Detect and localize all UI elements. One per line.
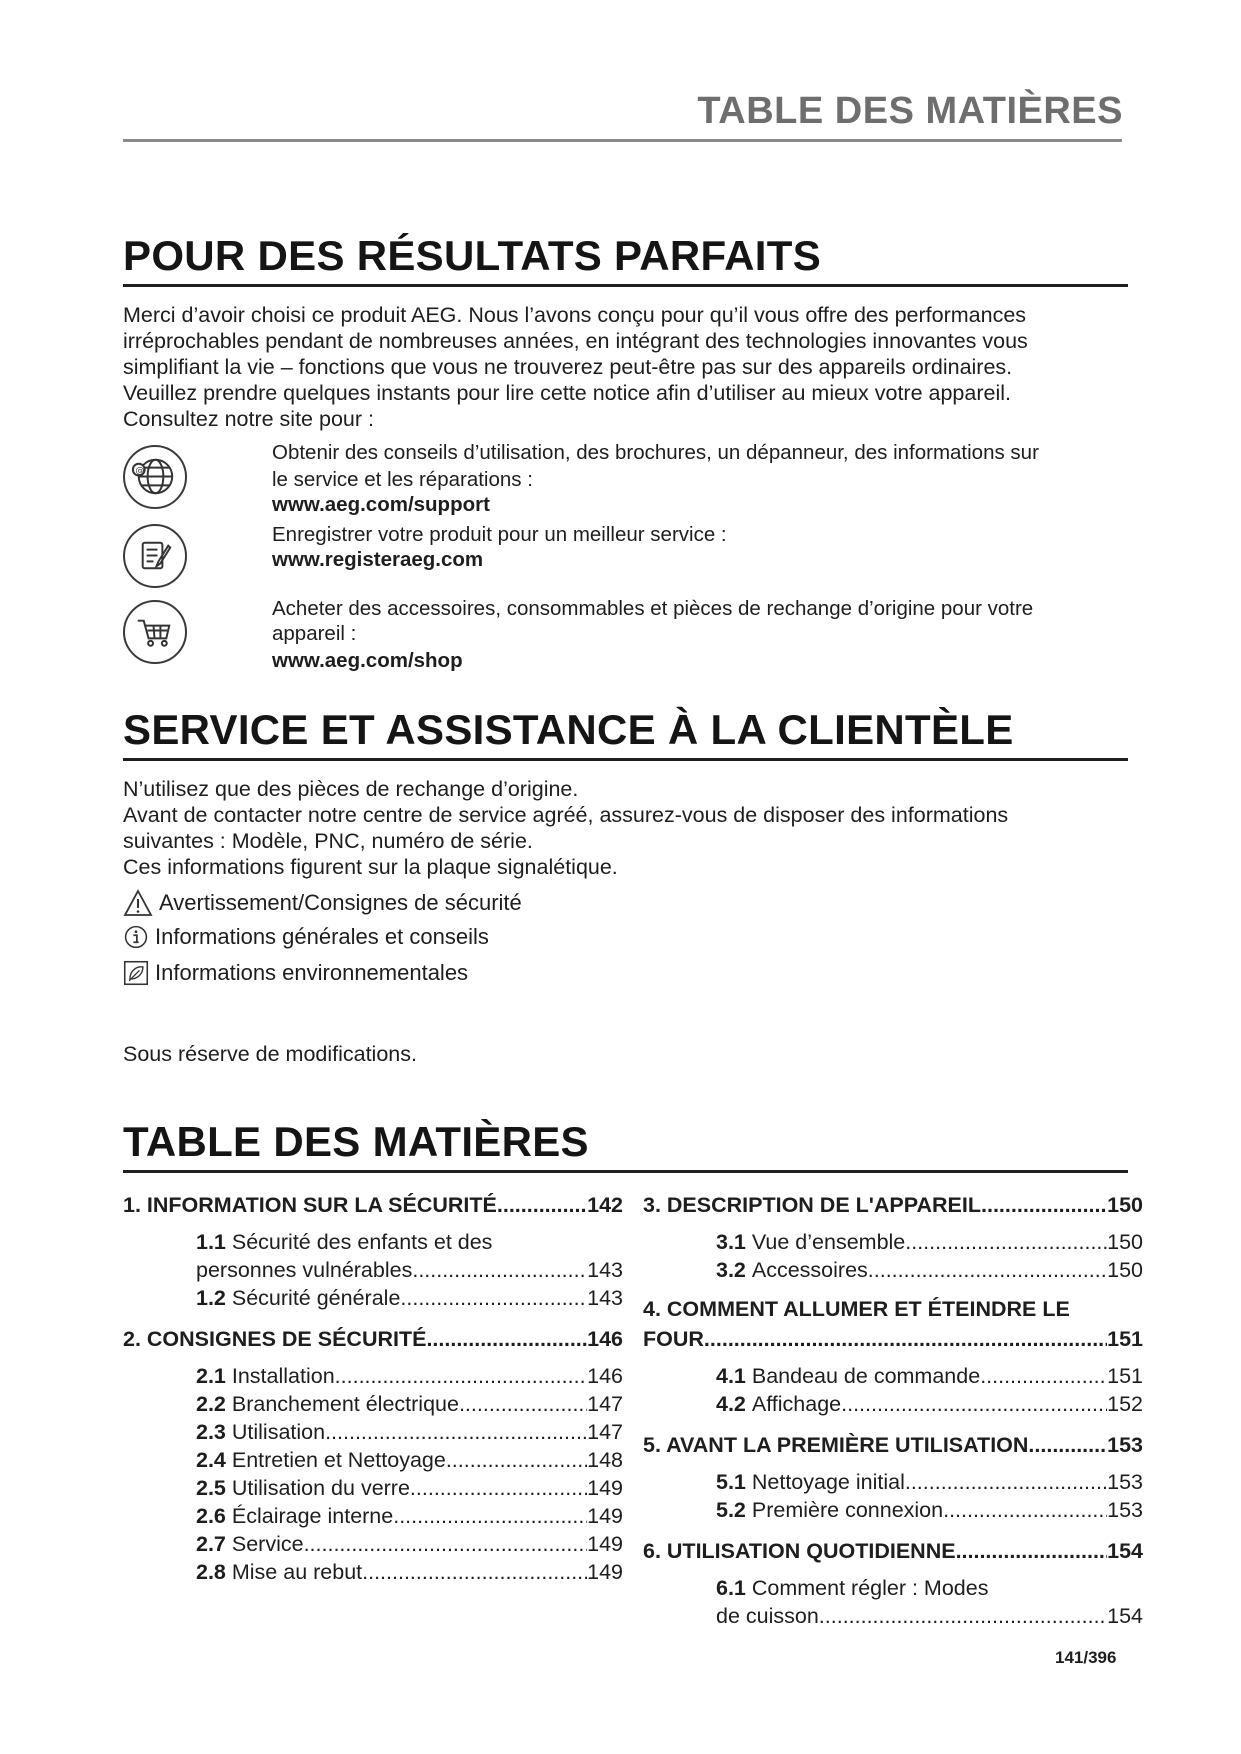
toc-entry-1-2[interactable] xyxy=(123,1284,623,1312)
legend-info xyxy=(123,924,489,950)
toc-chapter-title: 3. DESCRIPTION DE L'APPAREIL xyxy=(643,1193,982,1217)
toc-chapter-1[interactable] xyxy=(123,1190,623,1220)
intro-line: simplifiant la vie – fonctions que vous ne trouverez peut-être pas sur des appareils ordinaires. xyxy=(123,355,1013,379)
toc-entry-2-2[interactable] xyxy=(123,1390,623,1418)
toc-entry-title: de cuisson xyxy=(716,1604,819,1628)
toc-page: 147 xyxy=(587,1392,623,1416)
legend-label: Informations générales et conseils xyxy=(155,924,489,949)
globe-icon xyxy=(123,445,187,509)
toc-entry-title: Mise au rebut xyxy=(231,1560,363,1584)
toc-entry-number: 2.1 xyxy=(196,1364,226,1388)
running-header: TABLE DES MATIÈRES xyxy=(697,90,1123,132)
toc-chapter-6[interactable] xyxy=(643,1536,1143,1566)
toc-entry-4-2[interactable] xyxy=(643,1390,1143,1418)
toc-chapter-2[interactable] xyxy=(123,1324,623,1354)
toc-entry-number: 2.8 xyxy=(196,1560,226,1584)
toc-page: 143 xyxy=(587,1258,623,1282)
toc-entry-1-1[interactable] xyxy=(123,1228,623,1284)
toc-chapter-5[interactable] xyxy=(643,1430,1143,1460)
toc-entry-3-1[interactable] xyxy=(643,1228,1143,1256)
legend-environment xyxy=(123,960,468,986)
toc-page: 149 xyxy=(587,1532,623,1556)
toc-entry-number: 2.5 xyxy=(196,1476,226,1500)
toc-chapter-title: 5. AVANT LA PREMIÈRE UTILISATION xyxy=(643,1433,1029,1457)
service-paragraph xyxy=(123,776,1133,880)
toc-entry-number: 3.1 xyxy=(716,1230,746,1254)
intro-line: irréprochables pendant de nombreuses années, en intégrant des technologies innovantes vous xyxy=(123,329,1028,353)
toc-page: 150 xyxy=(1107,1193,1143,1217)
environment-icon xyxy=(123,960,149,986)
toc-page: 149 xyxy=(587,1476,623,1500)
toc-entry-2-4[interactable] xyxy=(123,1446,623,1474)
toc-right-column xyxy=(643,1190,1143,1630)
toc-page: 153 xyxy=(1107,1470,1143,1494)
toc-chapter-3[interactable] xyxy=(643,1190,1143,1220)
legend-warning xyxy=(123,888,522,918)
toc-entry-title: Service xyxy=(231,1532,304,1556)
toc-entry-6-1[interactable] xyxy=(643,1574,1143,1630)
toc-entry-2-1[interactable] xyxy=(123,1362,623,1390)
toc-page: 151 xyxy=(1107,1327,1143,1351)
section-divider xyxy=(123,1170,1128,1173)
toc-page: 147 xyxy=(587,1420,623,1444)
shop-link[interactable]: www.aeg.com/shop xyxy=(272,649,463,672)
toc-chapter-title: 2. CONSIGNES DE SÉCURITÉ xyxy=(123,1327,427,1351)
toc-entry-number: 4.1 xyxy=(716,1364,746,1388)
toc-page: 149 xyxy=(587,1560,623,1584)
toc-entry-2-6[interactable] xyxy=(123,1502,623,1530)
toc-entry-number: 2.2 xyxy=(196,1392,226,1416)
toc-page: 149 xyxy=(587,1504,623,1528)
toc-entry-5-1[interactable] xyxy=(643,1468,1143,1496)
toc-entry-title: Branchement électrique xyxy=(231,1392,459,1416)
toc-page: 148 xyxy=(587,1448,623,1472)
toc-entry-title: Utilisation du verre xyxy=(231,1476,410,1500)
toc-entry-title: Éclairage interne xyxy=(231,1504,394,1528)
toc-chapter-title: 1. INFORMATION SUR LA SÉCURITÉ xyxy=(123,1193,497,1217)
toc-entry-title: Sécurité des enfants et des xyxy=(231,1230,493,1254)
toc-page: 146 xyxy=(587,1364,623,1388)
toc-entry-4-1[interactable] xyxy=(643,1362,1143,1390)
toc-page: 146 xyxy=(587,1327,623,1351)
toc-entry-number: 2.3 xyxy=(196,1420,226,1444)
shop-site-block xyxy=(272,596,1132,673)
intro-line: Veuillez prendre quelques instants pour lire cette notice afin d’utiliser au mieux votre appareil. xyxy=(123,381,1011,405)
toc-entry-title: Bandeau de commande xyxy=(751,1364,981,1388)
toc-entry-title: Première connexion xyxy=(751,1498,944,1522)
page-number: 141/396 xyxy=(1055,1648,1117,1667)
register-site-block xyxy=(272,522,1132,572)
toc-page: 153 xyxy=(1107,1433,1143,1457)
register-link[interactable]: www.registeraeg.com xyxy=(272,548,484,571)
toc-chapter-title: 4. COMMENT ALLUMER ET ÉTEINDRE LE xyxy=(643,1297,1070,1321)
toc-entry-title: Entretien et Nettoyage xyxy=(231,1448,446,1472)
toc-page: 152 xyxy=(1107,1392,1143,1416)
toc-entry-title: Affichage xyxy=(751,1392,842,1416)
toc-page: 154 xyxy=(1107,1604,1143,1628)
toc-page: 150 xyxy=(1107,1230,1143,1254)
toc-entry-title: Nettoyage initial xyxy=(751,1470,905,1494)
toc-entry-title: personnes vulnérables xyxy=(196,1258,413,1282)
toc-entry-5-2[interactable] xyxy=(643,1496,1143,1524)
register-text: Enregistrer votre produit pour un meilleur service : xyxy=(272,523,727,546)
toc-entry-2-8[interactable] xyxy=(123,1558,623,1586)
shopping-cart-icon xyxy=(123,600,187,664)
service-line: Ces informations figurent sur la plaque signalétique. xyxy=(123,855,618,879)
toc-page: 150 xyxy=(1107,1258,1143,1282)
header-divider xyxy=(123,139,1122,142)
toc-page: 153 xyxy=(1107,1498,1143,1522)
toc-page: 142 xyxy=(587,1193,623,1217)
section-title-service: SERVICE ET ASSISTANCE À LA CLIENTÈLE xyxy=(123,706,1014,753)
support-text: Obtenir des conseils d’utilisation, des brochures, un dépanneur, des informations sur xyxy=(272,441,1039,464)
section-divider xyxy=(123,758,1128,761)
section-title-results: POUR DES RÉSULTATS PARFAITS xyxy=(123,232,822,279)
support-text: le service et les réparations : xyxy=(272,468,533,491)
shop-text: Acheter des accessoires, consommables et pièces de rechange d’origine pour votre xyxy=(272,597,1034,620)
toc-entry-number: 2.6 xyxy=(196,1504,226,1528)
toc-entry-number: 2.7 xyxy=(196,1532,226,1556)
toc-entry-title: Installation xyxy=(231,1364,335,1388)
support-site-block xyxy=(272,440,1132,517)
register-icon xyxy=(123,524,187,588)
warning-icon xyxy=(123,888,153,918)
svg-text:@: @ xyxy=(135,466,145,477)
toc-entry-number: 3.2 xyxy=(716,1258,746,1282)
toc-entry-title: Sécurité générale xyxy=(231,1286,401,1310)
section-divider xyxy=(123,284,1128,287)
legend-label: Informations environnementales xyxy=(155,960,469,985)
toc-entry-title: Comment régler : Modes xyxy=(751,1576,989,1600)
toc-chapter-4[interactable] xyxy=(643,1294,1143,1354)
toc-entry-number: 5.1 xyxy=(716,1470,746,1494)
intro-paragraph xyxy=(123,302,1133,432)
intro-line: Merci d’avoir choisi ce produit AEG. Nous l’avons conçu pour qu’il vous offre des performances xyxy=(123,303,1027,327)
service-line: Avant de contacter notre centre de service agréé, assurez-vous de disposer des informations xyxy=(123,803,1009,827)
toc-page: 154 xyxy=(1107,1539,1143,1563)
toc-entry-2-7[interactable] xyxy=(123,1530,623,1558)
shop-text: appareil : xyxy=(272,622,357,645)
toc-page: 151 xyxy=(1107,1364,1143,1388)
toc-chapter-title: FOUR xyxy=(643,1327,704,1351)
info-icon xyxy=(123,924,149,950)
legend-label: Avertissement/Consignes de sécurité xyxy=(159,890,522,915)
toc-left-column xyxy=(123,1190,623,1586)
support-link[interactable]: www.aeg.com/support xyxy=(272,493,490,516)
toc-entry-number: 4.2 xyxy=(716,1392,746,1416)
service-line: suivantes : Modèle, PNC, numéro de série. xyxy=(123,829,533,853)
toc-entry-number: 2.4 xyxy=(196,1448,226,1472)
toc-entry-2-5[interactable] xyxy=(123,1474,623,1502)
toc-entry-number: 5.2 xyxy=(716,1498,746,1522)
toc-entry-title: Utilisation xyxy=(231,1420,326,1444)
toc-entry-2-3[interactable] xyxy=(123,1418,623,1446)
toc-chapter-title: 6. UTILISATION QUOTIDIENNE xyxy=(643,1539,956,1563)
service-line: N’utilisez que des pièces de rechange d’origine. xyxy=(123,777,579,801)
toc-entry-number: 1.2 xyxy=(196,1286,226,1310)
toc-entry-title: Accessoires xyxy=(751,1258,868,1282)
toc-entry-number: 1.1 xyxy=(196,1230,226,1254)
toc-entry-number: 6.1 xyxy=(716,1576,746,1600)
toc-entry-title: Vue d’ensemble xyxy=(751,1230,906,1254)
intro-line: Consultez notre site pour : xyxy=(123,407,374,431)
section-title-toc: TABLE DES MATIÈRES xyxy=(123,1118,589,1165)
toc-entry-3-2[interactable] xyxy=(643,1256,1143,1284)
toc-page: 143 xyxy=(587,1286,623,1310)
modification-notice: Sous réserve de modifications. xyxy=(123,1042,417,1066)
